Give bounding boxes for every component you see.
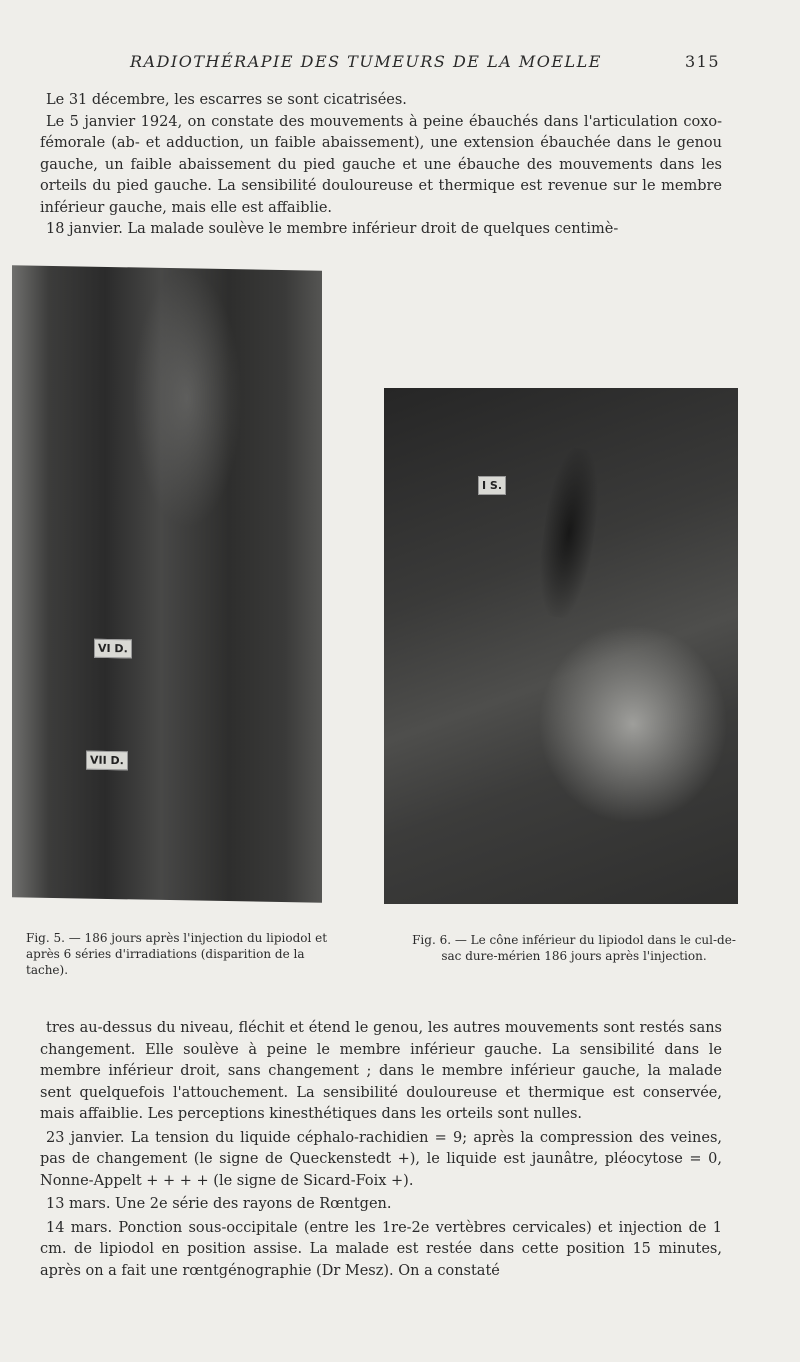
vertebra-marker: VI D. [94, 639, 132, 659]
top-text-block [40, 90, 722, 241]
paragraph: tres au-dessus du niveau, fléchit et étend le genou, les autres mouvements sont restés sans changement. Elle soulève à peine le membre inférieur gauche. La sensibilité dans le membre inférieur droit, sans changement ; dans le membre inférieur gauche, la malade sent quelquefois l'attouchement. La sensibilité douloureuse et thermique est conservée, mais affaiblie. Les perceptions kinesthétiques dans les orteils sont nulles. [40, 1020, 722, 1122]
page-number: 315 [684, 52, 720, 71]
running-title: RADIOTHÉRAPIE DES TUMEURS DE LA MOELLE [130, 52, 602, 71]
paragraph: 23 janvier. La tension du liquide céphalo-rachidien = 9; après la compression des veines, pas de changement (le signe de Queckenstedt +), le liquide est jaunâtre, pléocytose = 0, Nonne-Appelt + + + + (le signe de Sicard-Foix +). [40, 1129, 722, 1189]
bottom-text-block [40, 1018, 722, 1284]
figure-6-caption: Fig. 6. — Le cône inférieur du lipiodol dans le cul-de-sac dure-mérien 186 jours après l'injection. [412, 933, 736, 963]
paragraph: 14 mars. Ponction sous-occipitale (entre les 1re-2e vertèbres cervicales) et injection de 1 cm. de lipiodol en position assise. La malade est restée dans cette position 15 minutes, après on a fait une rœntgénographie (Dr Mesz). On a constaté [40, 1219, 722, 1279]
paragraph: 18 janvier. La malade soulève le membre inférieur droit de quelques centimè- [46, 221, 619, 237]
figure-5-caption: Fig. 5. — 186 jours après l'injection du lipiodol et après 6 séries d'irradiations (disparition de la tache). [26, 931, 328, 977]
paragraph: 13 mars. Une 2e série des rayons de Rœntgen. [46, 1196, 392, 1212]
vertebra-marker: VII D. [86, 751, 128, 771]
figure-6-radiograph [384, 388, 738, 904]
bright-region [538, 624, 728, 824]
figure-5-radiograph [12, 265, 322, 902]
vertebra-marker: I S. [478, 476, 506, 495]
paragraph: Le 5 janvier 1924, on constate des mouvements à peine ébauchés dans l'articulation coxo-fémorale (ab- et adduction, un faible abaissement), une extension ébauchée dans le genou gauche, un faible abaissement du pied gauche et une ébauche des mouvements dans les orteils du pied gauche. La sensibilité douloureuse et thermique est revenue sur le membre inférieur gauche, mais elle est affaiblie. [40, 113, 722, 216]
page-header [40, 52, 720, 76]
lipiodol-shadow [532, 445, 605, 620]
paragraph: Le 31 décembre, les escarres se sont cicatrisées. [46, 92, 407, 108]
